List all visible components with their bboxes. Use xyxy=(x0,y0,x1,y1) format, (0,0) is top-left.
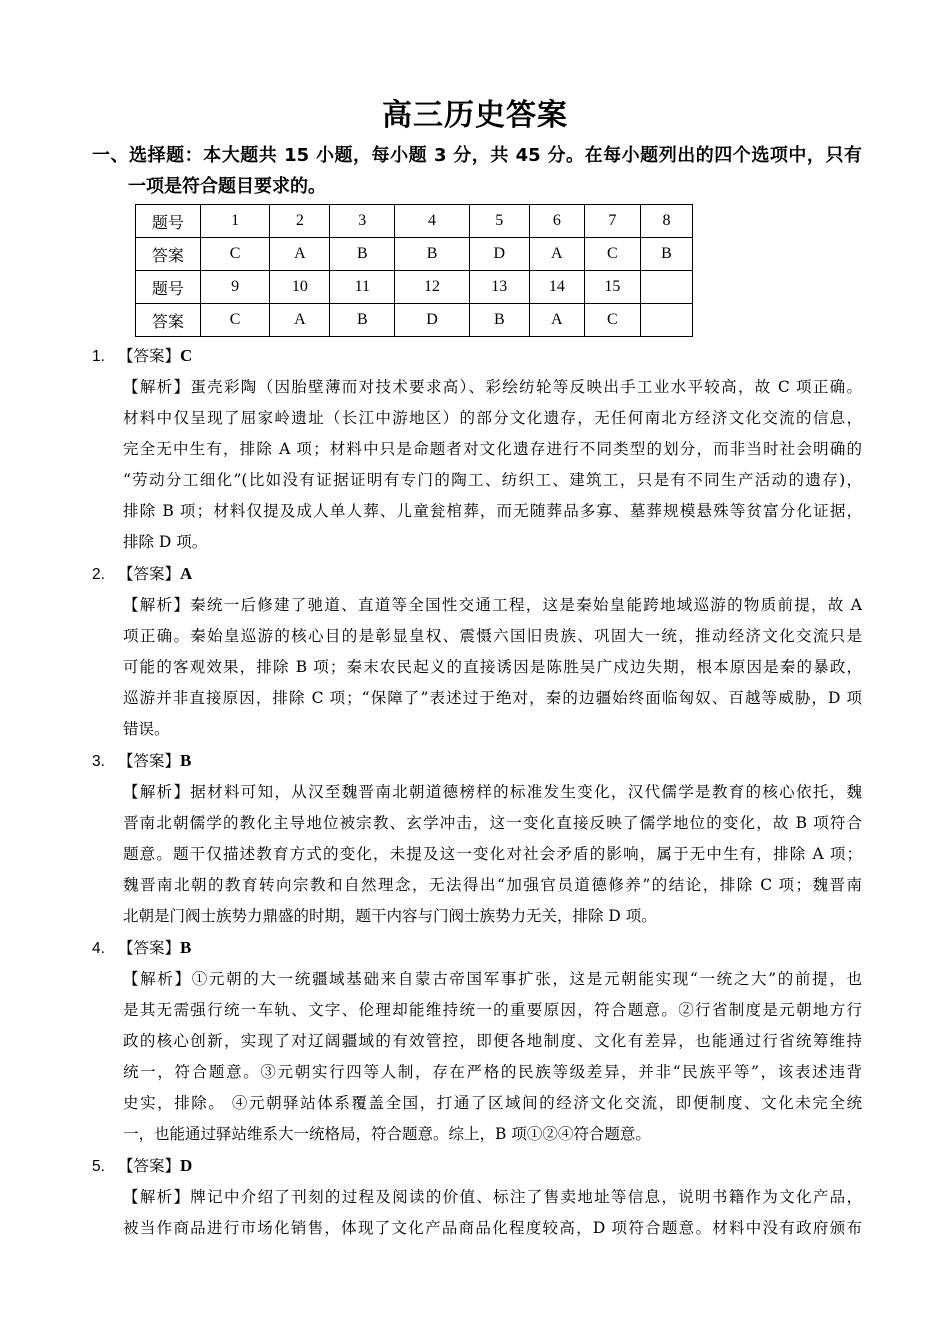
explanation-line: 完全无中生有，排除 A 项；材料中只是命题者对文化遗存进行不同类型的划分，而非当时社会明确的 xyxy=(123,440,862,458)
table-cell: B xyxy=(469,304,529,337)
answer-tag: 【答案】 xyxy=(118,939,181,957)
explanation-line: 【解析】蛋壳彩陶（因胎壁薄而对技术要求高）、彩绘纺轮等反映出手工业水平较高，故 C 项正确。 xyxy=(123,378,862,396)
explanation-line: 【解析】①元朝的大一统疆域基础来自蒙古帝国军事扩张，这是元朝能实现“一统之大”的前提，也 xyxy=(123,970,862,988)
explanation-line: 题意。题干仅描述教育方式的变化，未提及这一变化对社会矛盾的影响，属于无中生有，排除 A 项； xyxy=(123,845,862,863)
table-cell: 4 xyxy=(395,205,470,238)
explanation-line: 排除 D 项。 xyxy=(123,533,208,551)
page-title: 高三历史答案 xyxy=(382,98,568,133)
table-cell: C xyxy=(200,238,270,271)
row-header-cell: 题号 xyxy=(136,271,201,304)
answer-value: B xyxy=(180,751,192,770)
table-cell: A xyxy=(270,238,330,271)
explanation-line: 材料中仅呈现了屈家岭遗址（长江中游地区）的部分文化遗存，无任何南北方经济文化交流的信息， xyxy=(123,409,862,427)
answer-value: C xyxy=(180,346,193,365)
table-cell: 11 xyxy=(330,271,395,304)
table-cell: 10 xyxy=(270,271,330,304)
answer-item xyxy=(92,1150,862,1244)
explanation-line: 晋南北朝儒学的教化主导地位被宗教、玄学冲击，这一变化直接反映了儒学地位的变化，故 B 项符合 xyxy=(123,814,862,832)
explanation-line: 错误。 xyxy=(123,720,170,738)
answer-value: A xyxy=(180,564,193,583)
row-header-cell: 答案 xyxy=(136,304,201,337)
table-cell: B xyxy=(395,238,470,271)
table-cell: A xyxy=(270,304,330,337)
explanation-line: 北朝是门阀士族势力鼎盛的时期，题干内容与门阀士族势力无关，排除 D 项。 xyxy=(123,907,657,925)
explanation-line: 被当作商品进行市场化销售，体现了文化产品商品化程度较高，D 项符合题意。材料中没有政府颁布 xyxy=(123,1219,862,1237)
table-cell xyxy=(640,304,692,337)
table-cell: C xyxy=(584,238,640,271)
table-cell: 2 xyxy=(270,205,330,238)
table-row xyxy=(136,271,693,304)
row-header-cell: 答案 xyxy=(136,238,201,271)
table-cell: 3 xyxy=(330,205,395,238)
table-cell: 1 xyxy=(200,205,270,238)
explanation-line: 项正确。秦始皇巡游的核心目的是彰显皇权、震慑六国旧贵族、巩固大一统，推动经济文化交流只是 xyxy=(123,627,862,645)
item-number: 5. xyxy=(92,1158,105,1175)
table-cell: B xyxy=(330,304,395,337)
answer-tag: 【答案】 xyxy=(118,752,181,770)
explanation-line: 排除 B 项；材料仅提及成人单人葬、儿童瓮棺葬，而无随葬品多寡、墓葬规模悬殊等贫富分化证据， xyxy=(123,502,862,520)
table-cell: 13 xyxy=(469,271,529,304)
table-row xyxy=(136,304,693,337)
section-heading-line-2: 一项是符合题目要求的。 xyxy=(128,176,326,197)
explanation-line: 【解析】秦统一后修建了驰道、直道等全国性交通工程，这是秦始皇能跨地域巡游的物质前提，故 A xyxy=(123,596,862,614)
table-cell: 8 xyxy=(640,205,692,238)
table-cell: A xyxy=(529,304,584,337)
table-cell: A xyxy=(529,238,584,271)
answer-item-header xyxy=(92,745,862,777)
answer-item xyxy=(92,558,862,745)
table-cell: 7 xyxy=(584,205,640,238)
answer-item xyxy=(92,745,862,932)
table-cell: B xyxy=(330,238,395,271)
table-cell: 14 xyxy=(529,271,584,304)
section-heading xyxy=(92,140,862,202)
explanation-line: “劳动分工细化”(比如没有证据证明有专门的陶工、纺织工、建筑工，只是有不同生产活动的遗存)， xyxy=(123,471,862,489)
table-cell: C xyxy=(200,304,270,337)
explanation-line: 魏晋南北朝的教育转向宗教和自然理念，无法得出“加强官员道德修养”的结论，排除 C 项；魏晋南 xyxy=(123,876,862,894)
answer-item-header xyxy=(92,932,862,964)
answer-table xyxy=(135,204,693,337)
answer-tag: 【答案】 xyxy=(118,347,181,365)
answer-item xyxy=(92,340,862,558)
section-heading-line-1: 一、选择题：本大题共 15 小题，每小题 3 分，共 45 分。在每小题列出的四个选项中，只有 xyxy=(92,145,862,166)
answer-tag: 【答案】 xyxy=(118,565,181,583)
table-cell: 9 xyxy=(200,271,270,304)
explanation-line: 巡游并非直接原因，排除 C 项；“保障了”表述过于绝对，秦的边疆始终面临匈奴、百越等威胁，D 项 xyxy=(123,689,862,707)
explanation-line: 一，也能通过驿站维系大一统格局，符合题意。综上，B 项①②④符合题意。 xyxy=(123,1125,651,1143)
table-cell: C xyxy=(584,304,640,337)
explanation-line: 可能的客观效果，排除 B 项；秦末农民起义的直接诱因是陈胜吴广戍边失期，根本原因是秦的暴政， xyxy=(123,658,862,676)
explanation-line: 【解析】据材料可知，从汉至魏晋南北朝道德榜样的标准发生变化，汉代儒学是教育的核心依托，魏 xyxy=(123,783,862,801)
table-cell: D xyxy=(469,238,529,271)
answer-value: D xyxy=(180,1156,193,1175)
answer-explanations xyxy=(92,340,862,1244)
table-cell: B xyxy=(640,238,692,271)
answer-item-header xyxy=(92,340,862,372)
table-row xyxy=(136,205,693,238)
answer-item xyxy=(92,932,862,1150)
table-cell: 12 xyxy=(395,271,470,304)
explanation-line: 统一，符合题意。③元朝实行四等人制，存在严格的民族等级差异，并非“民族平等”，该表述违背 xyxy=(123,1063,862,1081)
answer-item-header xyxy=(92,558,862,590)
table-cell: 6 xyxy=(529,205,584,238)
table-cell: D xyxy=(395,304,470,337)
explanation-line: 【解析】牌记中介绍了刊刻的过程及阅读的价值、标注了售卖地址等信息，说明书籍作为文化产品， xyxy=(123,1188,862,1206)
answer-item-header xyxy=(92,1150,862,1182)
item-number: 2. xyxy=(92,566,105,583)
table-cell: 15 xyxy=(584,271,640,304)
answer-value: B xyxy=(180,938,192,957)
explanation-line: 史实，排除。 ④元朝驿站体系覆盖全国，打通了区域间的经济文化交流，即便制度、文化未完全统 xyxy=(123,1094,862,1112)
table-cell: 5 xyxy=(469,205,529,238)
item-number: 1. xyxy=(92,348,105,365)
row-header-cell: 题号 xyxy=(136,205,201,238)
table-cell xyxy=(640,271,692,304)
item-number: 3. xyxy=(92,753,105,770)
item-number: 4. xyxy=(92,940,105,957)
table-row xyxy=(136,238,693,271)
explanation-line: 政的核心创新，实现了对辽阔疆域的有效管控，即便各地制度、文化有差异，也能通过行省统筹维持 xyxy=(123,1032,862,1050)
explanation-line: 是其无需强行统一车轨、文字、伦理却能维持统一的重要原因，符合题意。②行省制度是元朝地方行 xyxy=(123,1001,862,1019)
answer-tag: 【答案】 xyxy=(118,1157,181,1175)
